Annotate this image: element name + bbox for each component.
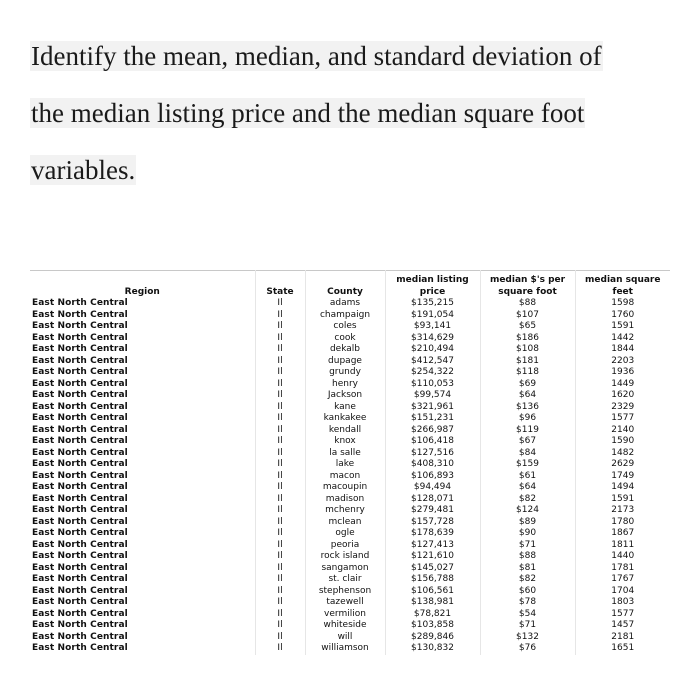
cell-median-price-per-sqft: $119 <box>480 425 575 437</box>
cell-county: kane <box>305 402 385 414</box>
cell-median-listing-price: $279,481 <box>385 505 480 517</box>
cell-county: grundy <box>305 367 385 379</box>
cell-median-square-feet: 1749 <box>611 470 635 481</box>
cell-median-listing-price: $130,832 <box>385 643 480 655</box>
cell-median-square-feet: 1803 <box>611 597 635 607</box>
cell-median-price-per-sqft: $81 <box>480 563 575 575</box>
cell-region: East North Central <box>30 609 255 621</box>
cell-state: Il <box>255 436 305 448</box>
cell-median-square-feet: 1620 <box>611 390 635 400</box>
cell-median-listing-price: $94,494 <box>385 482 480 494</box>
cell-state: Il <box>255 356 305 368</box>
cell-median-square-feet: 1811 <box>611 539 635 550</box>
cell-state: Il <box>255 505 305 517</box>
cell-median-square-feet: 1591 <box>611 493 635 504</box>
cell-median-square-feet: 2181 <box>611 631 635 642</box>
cell-median-square-feet: 2329 <box>611 401 635 412</box>
cell-county: champaign <box>305 310 385 322</box>
table-row <box>30 344 670 356</box>
cell-median-listing-price: $314,629 <box>385 333 480 345</box>
cell-region: East North Central <box>30 482 255 494</box>
cell-median-square-feet: 1577 <box>611 413 635 423</box>
cell-median-listing-price: $106,561 <box>385 586 480 598</box>
cell-median-listing-price: $99,574 <box>385 390 480 402</box>
cell-median-price-per-sqft: $107 <box>480 310 575 322</box>
cell-state: Il <box>255 413 305 425</box>
table-row <box>30 367 670 379</box>
cell-region: East North Central <box>30 620 255 632</box>
table-row <box>30 505 670 517</box>
cell-county: rock island <box>305 551 385 563</box>
data-table <box>30 270 670 655</box>
cell-median-square-feet: 1867 <box>611 528 635 538</box>
cell-state: Il <box>255 448 305 460</box>
cell-median-listing-price: $412,547 <box>385 356 480 368</box>
cell-median-price-per-sqft: $67 <box>480 436 575 448</box>
cell-county: mchenry <box>305 505 385 517</box>
cell-state: Il <box>255 333 305 345</box>
cell-county: Jackson <box>305 390 385 402</box>
cell-state: Il <box>255 390 305 402</box>
cell-region: East North Central <box>30 563 255 575</box>
table-row <box>30 425 670 437</box>
cell-median-price-per-sqft: $76 <box>480 643 575 655</box>
cell-median-price-per-sqft: $124 <box>480 505 575 517</box>
cell-median-price-per-sqft: $71 <box>480 620 575 632</box>
cell-median-listing-price: $135,215 <box>385 298 480 310</box>
cell-median-listing-price: $127,413 <box>385 540 480 552</box>
table-row <box>30 321 670 333</box>
table-row <box>30 402 670 414</box>
table-row <box>30 643 670 655</box>
cell-median-price-per-sqft: $71 <box>480 540 575 552</box>
cell-region: East North Central <box>30 528 255 540</box>
cell-median-square-feet: 1577 <box>611 608 635 619</box>
cell-median-listing-price: $266,987 <box>385 425 480 437</box>
cell-region: East North Central <box>30 517 255 529</box>
cell-median-listing-price: $127,516 <box>385 448 480 460</box>
cell-region: East North Central <box>30 333 255 345</box>
cell-region: East North Central <box>30 367 255 379</box>
cell-region: East North Central <box>30 390 255 402</box>
cell-region: East North Central <box>30 310 255 322</box>
cell-median-price-per-sqft: $64 <box>480 482 575 494</box>
cell-median-listing-price: $128,071 <box>385 494 480 506</box>
cell-state: Il <box>255 367 305 379</box>
cell-median-price-per-sqft: $136 <box>480 402 575 414</box>
cell-county: st. clair <box>305 574 385 586</box>
cell-median-square-feet: 2629 <box>611 459 635 469</box>
cell-county: sangamon <box>305 563 385 575</box>
cell-median-listing-price: $178,639 <box>385 528 480 540</box>
cell-median-price-per-sqft: $108 <box>480 344 575 356</box>
cell-region: East North Central <box>30 632 255 644</box>
question-line-2: the median listing price and the median square foot <box>31 98 585 128</box>
cell-median-price-per-sqft: $88 <box>480 298 575 310</box>
cell-median-square-feet: 1442 <box>611 332 635 343</box>
cell-median-price-per-sqft: $60 <box>480 586 575 598</box>
question-line-1: Identify the mean, median, and standard deviation of <box>31 41 602 71</box>
cell-county: coles <box>305 321 385 333</box>
cell-median-price-per-sqft: $88 <box>480 551 575 563</box>
cell-region: East North Central <box>30 436 255 448</box>
header-state: State <box>255 271 305 299</box>
table-row <box>30 471 670 483</box>
cell-median-square-feet: 1704 <box>611 585 635 596</box>
cell-state: Il <box>255 551 305 563</box>
table-row <box>30 563 670 575</box>
cell-state: Il <box>255 310 305 322</box>
cell-county: knox <box>305 436 385 448</box>
cell-state: Il <box>255 643 305 655</box>
cell-state: Il <box>255 482 305 494</box>
cell-median-square-feet: 1760 <box>611 309 635 320</box>
cell-region: East North Central <box>30 402 255 414</box>
cell-median-price-per-sqft: $69 <box>480 379 575 391</box>
cell-median-listing-price: $110,053 <box>385 379 480 391</box>
cell-county: kankakee <box>305 413 385 425</box>
cell-median-square-feet: 1440 <box>611 551 635 561</box>
cell-county: mclean <box>305 517 385 529</box>
cell-median-square-feet: 2140 <box>611 424 635 435</box>
cell-median-square-feet: 1780 <box>611 516 635 527</box>
cell-region: East North Central <box>30 574 255 586</box>
cell-county: ogle <box>305 528 385 540</box>
cell-median-listing-price: $289,846 <box>385 632 480 644</box>
cell-state: Il <box>255 471 305 483</box>
cell-median-listing-price: $210,494 <box>385 344 480 356</box>
cell-median-listing-price: $151,231 <box>385 413 480 425</box>
cell-county: peoria <box>305 540 385 552</box>
cell-county: cook <box>305 333 385 345</box>
table-row <box>30 333 670 345</box>
cell-county: kendall <box>305 425 385 437</box>
cell-median-square-feet: 2203 <box>611 355 635 366</box>
cell-county: dupage <box>305 356 385 368</box>
cell-state: Il <box>255 298 305 310</box>
table-row <box>30 574 670 586</box>
cell-median-listing-price: $157,728 <box>385 517 480 529</box>
cell-median-square-feet: 2173 <box>611 505 635 515</box>
cell-region: East North Central <box>30 379 255 391</box>
cell-median-price-per-sqft: $89 <box>480 517 575 529</box>
cell-median-price-per-sqft: $54 <box>480 609 575 621</box>
table-row <box>30 528 670 540</box>
table-row <box>30 356 670 368</box>
cell-county: whiteside <box>305 620 385 632</box>
cell-median-price-per-sqft: $96 <box>480 413 575 425</box>
cell-region: East North Central <box>30 321 255 333</box>
cell-region: East North Central <box>30 505 255 517</box>
cell-median-price-per-sqft: $118 <box>480 367 575 379</box>
cell-median-price-per-sqft: $186 <box>480 333 575 345</box>
table-row <box>30 517 670 529</box>
cell-state: Il <box>255 574 305 586</box>
data-table-container <box>30 270 670 655</box>
cell-state: Il <box>255 425 305 437</box>
cell-state: Il <box>255 517 305 529</box>
table-row <box>30 609 670 621</box>
cell-median-square-feet: 1767 <box>611 574 635 584</box>
cell-state: Il <box>255 609 305 621</box>
cell-median-price-per-sqft: $78 <box>480 597 575 609</box>
cell-median-price-per-sqft: $90 <box>480 528 575 540</box>
table-row <box>30 448 670 460</box>
cell-state: Il <box>255 586 305 598</box>
cell-region: East North Central <box>30 471 255 483</box>
cell-median-listing-price: $156,788 <box>385 574 480 586</box>
cell-state: Il <box>255 402 305 414</box>
cell-state: Il <box>255 528 305 540</box>
cell-county: williamson <box>305 643 385 655</box>
cell-region: East North Central <box>30 298 255 310</box>
cell-median-listing-price: $145,027 <box>385 563 480 575</box>
cell-median-listing-price: $321,961 <box>385 402 480 414</box>
table-body <box>30 298 670 655</box>
cell-county: lake <box>305 459 385 471</box>
cell-median-square-feet: 1457 <box>611 620 635 630</box>
cell-region: East North Central <box>30 494 255 506</box>
cell-median-listing-price: $103,858 <box>385 620 480 632</box>
table-row <box>30 586 670 598</box>
cell-state: Il <box>255 563 305 575</box>
cell-median-listing-price: $121,610 <box>385 551 480 563</box>
cell-median-price-per-sqft: $132 <box>480 632 575 644</box>
cell-region: East North Central <box>30 413 255 425</box>
cell-county: vermilion <box>305 609 385 621</box>
cell-region: East North Central <box>30 586 255 598</box>
cell-median-square-feet: 1844 <box>611 344 635 354</box>
cell-median-listing-price: $138,981 <box>385 597 480 609</box>
cell-median-square-feet: 1781 <box>611 562 635 573</box>
cell-median-listing-price: $106,893 <box>385 471 480 483</box>
header-median-price-per-sqft: median $'s per square foot <box>480 271 575 299</box>
cell-median-listing-price: $254,322 <box>385 367 480 379</box>
cell-median-square-feet: 1598 <box>611 298 635 308</box>
cell-median-square-feet: 1591 <box>611 321 635 331</box>
table-row <box>30 551 670 563</box>
cell-median-square-feet: 1482 <box>611 447 635 458</box>
cell-median-listing-price: $78,821 <box>385 609 480 621</box>
cell-median-price-per-sqft: $84 <box>480 448 575 460</box>
question-text <box>30 28 680 199</box>
cell-median-square-feet: 1936 <box>611 367 635 377</box>
cell-median-listing-price: $408,310 <box>385 459 480 471</box>
table-row <box>30 436 670 448</box>
table-row <box>30 459 670 471</box>
cell-county: adams <box>305 298 385 310</box>
table-row <box>30 379 670 391</box>
cell-median-listing-price: $191,054 <box>385 310 480 322</box>
table-row <box>30 540 670 552</box>
question-line-3: variables. <box>31 155 136 185</box>
table-header-row <box>30 271 670 299</box>
cell-median-price-per-sqft: $65 <box>480 321 575 333</box>
header-median-listing-price: median listing price <box>385 271 480 299</box>
cell-region: East North Central <box>30 448 255 460</box>
cell-region: East North Central <box>30 643 255 655</box>
cell-median-square-feet: 1449 <box>611 378 635 389</box>
table-row <box>30 298 670 310</box>
cell-median-price-per-sqft: $82 <box>480 494 575 506</box>
cell-state: Il <box>255 620 305 632</box>
cell-county: tazewell <box>305 597 385 609</box>
header-county: County <box>305 271 385 299</box>
cell-median-square-feet: 1651 <box>611 643 635 653</box>
cell-region: East North Central <box>30 356 255 368</box>
cell-region: East North Central <box>30 344 255 356</box>
cell-county: macon <box>305 471 385 483</box>
cell-median-listing-price: $106,418 <box>385 436 480 448</box>
table-row <box>30 310 670 322</box>
cell-median-price-per-sqft: $61 <box>480 471 575 483</box>
table-row <box>30 620 670 632</box>
cell-region: East North Central <box>30 551 255 563</box>
cell-county: macoupin <box>305 482 385 494</box>
header-region: Region <box>30 271 255 299</box>
table-row <box>30 494 670 506</box>
cell-state: Il <box>255 597 305 609</box>
cell-state: Il <box>255 494 305 506</box>
cell-state: Il <box>255 321 305 333</box>
cell-median-price-per-sqft: $159 <box>480 459 575 471</box>
cell-county: henry <box>305 379 385 391</box>
cell-region: East North Central <box>30 597 255 609</box>
cell-county: la salle <box>305 448 385 460</box>
cell-median-price-per-sqft: $181 <box>480 356 575 368</box>
cell-region: East North Central <box>30 459 255 471</box>
cell-county: madison <box>305 494 385 506</box>
table-row <box>30 390 670 402</box>
cell-region: East North Central <box>30 540 255 552</box>
cell-county: dekalb <box>305 344 385 356</box>
cell-median-listing-price: $93,141 <box>385 321 480 333</box>
cell-state: Il <box>255 344 305 356</box>
cell-county: stephenson <box>305 586 385 598</box>
cell-county: will <box>305 632 385 644</box>
cell-median-price-per-sqft: $82 <box>480 574 575 586</box>
table-row <box>30 482 670 494</box>
cell-median-price-per-sqft: $64 <box>480 390 575 402</box>
table-row <box>30 632 670 644</box>
cell-median-square-feet: 1494 <box>611 482 635 492</box>
header-median-square-feet: median square feet <box>585 275 661 297</box>
cell-state: Il <box>255 540 305 552</box>
cell-state: Il <box>255 379 305 391</box>
table-row <box>30 413 670 425</box>
cell-region: East North Central <box>30 425 255 437</box>
cell-median-square-feet: 1590 <box>611 436 635 446</box>
table-row <box>30 597 670 609</box>
cell-state: Il <box>255 459 305 471</box>
cell-state: Il <box>255 632 305 644</box>
